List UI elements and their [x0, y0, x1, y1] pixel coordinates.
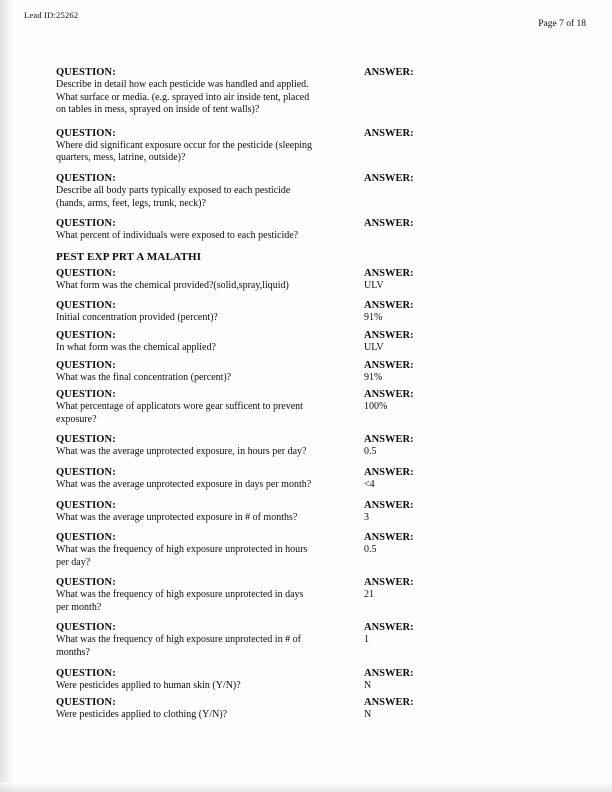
question-block — [56, 433, 320, 459]
question-block — [56, 696, 320, 722]
question-text: Were pesticides applied to human skin (Y/N)? — [56, 679, 241, 691]
answer-label: ANSWER: — [364, 218, 414, 230]
document-body — [56, 66, 566, 726]
scan-edge-shadow — [0, 0, 14, 792]
answer-block — [364, 621, 554, 647]
question-block — [56, 172, 320, 210]
question-answer-list-malathion — [56, 267, 566, 722]
answer-value: <4 — [364, 478, 375, 490]
question-text: Were pesticides applied to clothing (Y/N)? — [56, 709, 228, 721]
question-text: In what form was the chemical applied? — [56, 341, 216, 353]
answer-block — [364, 329, 554, 355]
answer-label: ANSWER: — [364, 466, 414, 478]
answer-value: ULV — [364, 279, 384, 291]
question-text: What form was the chemical provided?(solid,spray,liquid) — [56, 279, 289, 291]
question-block — [56, 299, 320, 325]
answer-block — [364, 172, 554, 185]
answer-block — [364, 499, 554, 525]
question-text: What percentage of applicators wore gear sufficent to prevent exposure? — [56, 401, 303, 425]
answer-block — [364, 66, 554, 79]
answer-block — [364, 531, 554, 557]
answer-label: ANSWER: — [364, 434, 414, 446]
answer-value: ULV — [364, 341, 384, 353]
question-text: What was the average unprotected exposure in days per month? — [56, 478, 312, 490]
question-label: QUESTION: — [56, 359, 116, 371]
answer-label: ANSWER: — [364, 267, 414, 279]
question-block — [56, 621, 320, 659]
question-label: QUESTION: — [56, 697, 116, 709]
qa-row — [56, 66, 566, 117]
question-label: QUESTION: — [56, 532, 116, 544]
qa-row — [56, 433, 566, 459]
question-text: What was the average unprotected exposure in # of months? — [56, 511, 298, 523]
scan-edge-shadow-bottom — [0, 782, 612, 792]
qa-row — [56, 267, 566, 293]
answer-block — [364, 433, 554, 459]
answer-value: 1 — [364, 634, 369, 646]
question-label: QUESTION: — [56, 67, 116, 78]
question-block — [56, 466, 320, 492]
qa-row — [56, 172, 566, 210]
question-text: What percent of individuals were exposed to each pesticide? — [56, 230, 299, 242]
qa-row — [56, 696, 566, 722]
answer-label: ANSWER: — [364, 532, 414, 544]
question-label: QUESTION: — [56, 218, 116, 230]
answer-label: ANSWER: — [364, 577, 414, 589]
answer-value: 100% — [364, 401, 388, 413]
qa-row — [56, 621, 566, 659]
answer-label: ANSWER: — [364, 172, 414, 184]
question-label: QUESTION: — [56, 172, 116, 184]
answer-value: 91% — [364, 312, 383, 324]
question-label: QUESTION: — [56, 577, 116, 589]
question-label: QUESTION: — [56, 434, 116, 446]
qa-row — [56, 466, 566, 492]
qa-row — [56, 299, 566, 325]
answer-block — [364, 359, 554, 385]
question-block — [56, 667, 320, 693]
answer-value: 0.5 — [364, 544, 377, 556]
answer-block — [364, 667, 554, 693]
question-block — [56, 576, 320, 614]
question-block — [56, 267, 320, 293]
question-label: QUESTION: — [56, 499, 116, 511]
question-label: QUESTION: — [56, 466, 116, 478]
qa-row — [56, 217, 566, 243]
question-label: QUESTION: — [56, 127, 116, 139]
question-block — [56, 217, 320, 243]
question-text: Initial concentration provided (percent)? — [56, 312, 218, 324]
answer-label: ANSWER: — [364, 499, 414, 511]
question-block — [56, 499, 320, 525]
answer-label: ANSWER: — [364, 359, 414, 371]
answer-value: 0.5 — [364, 446, 377, 458]
section-heading: PEST EXP PRT A MALATHI — [56, 250, 202, 263]
question-text: What was the final concentration (percent)? — [56, 371, 232, 383]
answer-value: N — [364, 679, 372, 691]
answer-value: 21 — [364, 589, 374, 601]
qa-row — [56, 388, 566, 426]
question-text: What was the average unprotected exposure, in hours per day? — [56, 446, 307, 458]
answer-label: ANSWER: — [364, 300, 414, 312]
answer-label: ANSWER: — [364, 67, 414, 78]
question-label: QUESTION: — [56, 622, 116, 634]
qa-row — [56, 499, 566, 525]
answer-block — [364, 127, 554, 140]
answer-block — [364, 388, 554, 414]
question-text: Describe all body parts typically exposed to each pesticide (hands, arms, feet, legs, trunk, neck)? — [56, 184, 291, 209]
question-text: Where did significant exposure occur for the pesticide (sleeping quarters, mess, latrine, outside)? — [56, 139, 313, 164]
qa-row — [56, 667, 566, 693]
page-number: Page 7 of 18 — [538, 19, 586, 29]
answer-block — [364, 267, 554, 293]
answer-block — [364, 576, 554, 602]
question-block — [56, 359, 320, 385]
answer-block — [364, 217, 554, 230]
question-block — [56, 329, 320, 355]
answer-label: ANSWER: — [364, 622, 414, 634]
qa-row — [56, 359, 566, 385]
question-label: QUESTION: — [56, 300, 116, 312]
qa-row — [56, 531, 566, 569]
question-text: What was the frequency of high exposure unprotected in hours per day? — [56, 544, 308, 568]
question-text: Describe in detail how each pesticide was handled and applied. What surface or media. (e.g. sprayed into air inside tent, placed on tables in mess, sprayed on inside of tent walls)? — [56, 79, 310, 116]
question-block — [56, 127, 320, 165]
answer-value: 3 — [364, 511, 369, 523]
question-text: What was the frequency of high exposure unprotected in # of months? — [56, 634, 301, 659]
qa-row — [56, 329, 566, 355]
question-label: QUESTION: — [56, 329, 116, 341]
question-label: QUESTION: — [56, 267, 116, 279]
answer-block — [364, 696, 554, 722]
question-label: QUESTION: — [56, 667, 116, 679]
question-block — [56, 388, 320, 426]
answer-block — [364, 466, 554, 492]
answer-block — [364, 299, 554, 325]
answer-label: ANSWER: — [364, 697, 414, 709]
answer-value: N — [364, 709, 372, 721]
qa-row — [56, 127, 566, 165]
lead-id: Lead ID:25262 — [24, 10, 79, 20]
answer-value: 91% — [364, 371, 383, 383]
answer-label: ANSWER: — [364, 329, 414, 341]
answer-label: ANSWER: — [364, 667, 414, 679]
answer-label: ANSWER: — [364, 127, 414, 139]
answer-label: ANSWER: — [364, 389, 414, 401]
question-text: What was the frequency of high exposure unprotected in days per month? — [56, 589, 304, 613]
question-label: QUESTION: — [56, 389, 116, 401]
question-answer-list-top — [56, 66, 566, 243]
question-block — [56, 66, 320, 117]
question-block — [56, 531, 320, 569]
qa-row — [56, 576, 566, 614]
